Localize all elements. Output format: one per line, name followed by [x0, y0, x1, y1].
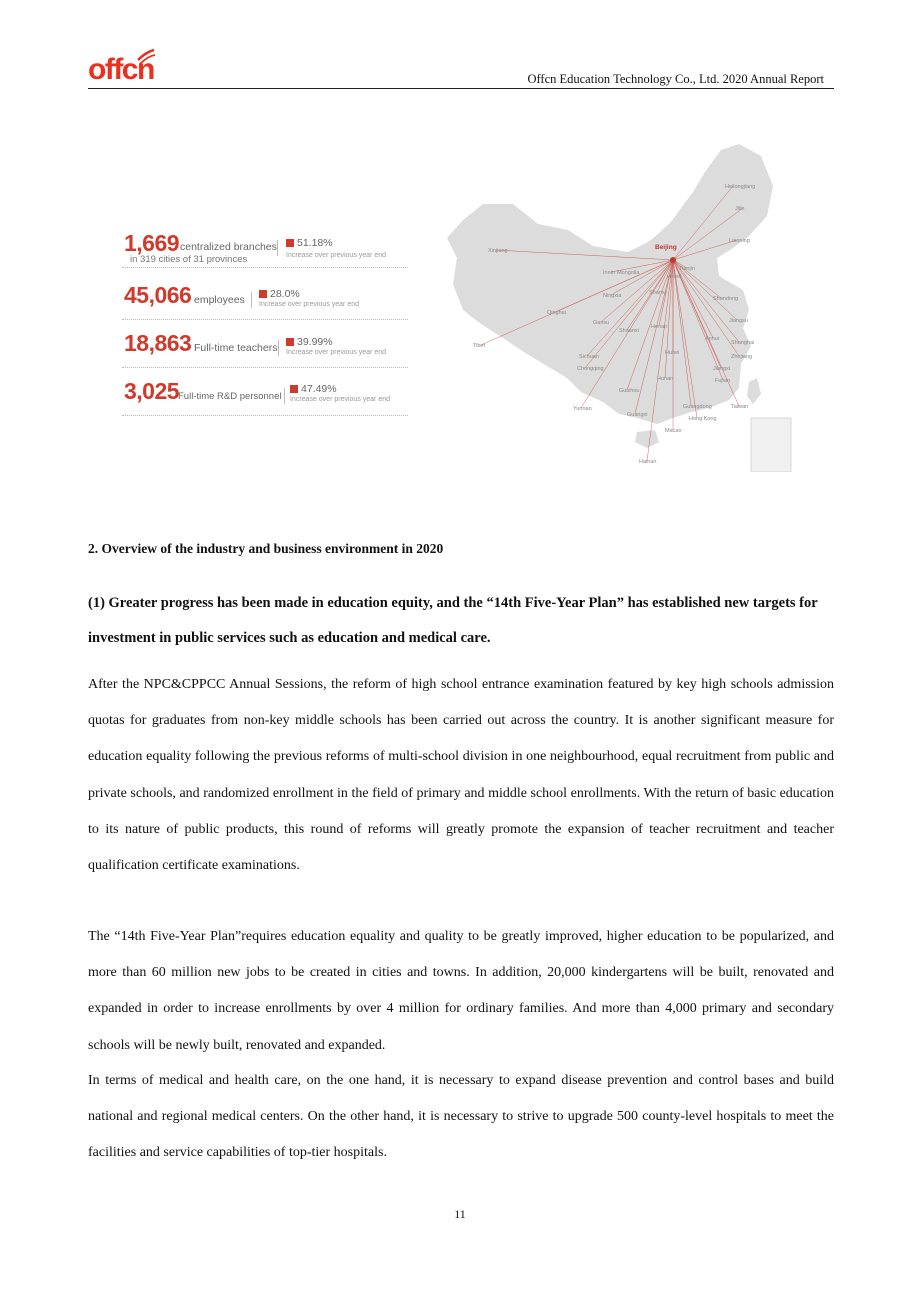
beijing-hub-marker	[670, 257, 676, 263]
region-label: Shanghai	[731, 340, 755, 346]
increase-arrow-icon	[286, 338, 294, 346]
taiwan-island	[747, 378, 761, 404]
region-label: Yunnan	[573, 406, 592, 412]
stat-increase: 28.0%	[259, 288, 300, 300]
section-heading: 2. Overview of the industry and business environment in 2020	[88, 541, 444, 556]
dotted-divider	[122, 415, 408, 416]
region-label: Fujian	[715, 378, 730, 384]
region-label: Shaanxi	[619, 328, 639, 334]
region-label: Guizhou	[619, 388, 640, 394]
region-label: Tibet	[473, 343, 486, 349]
region-label: Qinghai	[547, 310, 566, 316]
stat-number: 3,025	[124, 378, 180, 404]
region-label: Shandong	[713, 296, 739, 302]
stat-note: Increase over previous year end	[259, 301, 359, 308]
region-label: Anhui	[705, 336, 720, 342]
region-label: Liaoning	[729, 238, 750, 244]
dotted-divider	[122, 319, 408, 320]
region-label: Guangxi	[627, 412, 648, 418]
subsection-heading: (1) Greater progress has been made in education equity, and the “14th Five-Year Plan” has established new targets for investment in public services such as education and medical care.	[88, 595, 818, 646]
stat-separator	[251, 292, 252, 308]
region-label: Jilin	[735, 206, 745, 212]
stat-teachers	[118, 328, 408, 368]
dotted-divider	[122, 267, 408, 268]
region-label: Xinjiang	[488, 248, 508, 254]
stat-sublabel: in 319 cities of 31 provinces	[130, 254, 248, 265]
stat-increase: 39.99%	[286, 336, 333, 348]
hainan-island	[635, 430, 659, 448]
paragraph-3: In terms of medical and health care, on the one hand, it is necessary to expand disease prevention and control bases and build national and regional medical centers. On the other hand, it is necessary to strive to upgrade 500 county-level hospitals to meet the facilities and service capabilities of top-tier hospitals.	[88, 1073, 834, 1161]
paragraph-2: The “14th Five-Year Plan”requires education equality and quality to be greatly improved, higher education to be popularized, and more than 60 million new jobs to be created in cities and towns. In addition, 20,000 kindergartens will be built, renovated and expanded in order to increase enrollments by over 4 million for ordinary families. And more than 4,000 primary and secondary schools will be newly built, renovated and expanded.	[88, 929, 834, 1053]
region-label: Heilongjiang	[725, 184, 756, 190]
stat-employees	[118, 280, 408, 320]
region-label: Gansu	[593, 320, 610, 326]
stat-number: 18,863	[124, 330, 192, 356]
region-label: Guangdong	[683, 404, 712, 410]
beijing-label: Beijing	[655, 244, 677, 251]
stat-separator	[284, 388, 285, 404]
region-label: Jiangxi	[713, 366, 731, 372]
south-china-sea-inset	[751, 418, 791, 472]
stat-number: 45,066	[124, 282, 192, 308]
region-label: Shanxi	[649, 290, 666, 296]
china-branch-map	[443, 142, 803, 472]
stat-increase: 51.18%	[286, 237, 333, 249]
stat-increase: 47.49%	[290, 383, 337, 395]
stat-label: employees	[194, 294, 245, 306]
region-label: Inner Mongolia	[603, 270, 640, 276]
region-label: Hong Kong	[689, 416, 717, 422]
region-label: Taiwan	[731, 404, 749, 410]
stat-note: Increase over previous year end	[286, 349, 386, 356]
report-title: Offcn Education Technology Co., Ltd. 2020 Annual Report	[527, 72, 824, 86]
stat-note: Increase over previous year end	[290, 396, 390, 403]
region-label: Sichuan	[579, 354, 599, 360]
region-label: Ningxia	[603, 293, 622, 299]
region-label: Hunan	[657, 376, 674, 382]
region-label: Hebei	[667, 274, 682, 280]
region-label: Jiangsu	[729, 318, 748, 324]
stat-separator	[277, 240, 278, 256]
increase-arrow-icon	[290, 385, 298, 393]
region-label: Macao	[665, 428, 682, 434]
stat-note: Increase over previous year end	[286, 252, 386, 259]
stat-separator	[278, 340, 279, 356]
increase-arrow-icon	[286, 239, 294, 247]
offcn-logo	[88, 48, 158, 84]
region-label: Chongqing	[577, 366, 604, 372]
region-label: Hubei	[665, 350, 680, 356]
region-label: Hainan	[639, 459, 657, 465]
svg-text:offcn: offcn	[88, 53, 154, 84]
paragraph-1: After the NPC&CPPCC Annual Sessions, the reform of high school entrance examination featured by key high schools admission quotas for graduates from non-key middle schools has been carried out across the country. It is another significant measure for education equality following the previous reforms of multi-school division in one neighbourhood, equal recruitment from public and private schools, and randomized enrollment in the field of primary and middle school enrollments. With the return of basic education to its nature of public products, this round of reforms will greatly promote the expansion of teacher recruitment and teacher qualification certificate examinations.	[88, 677, 834, 874]
stat-label: Full-time teachers	[194, 342, 278, 354]
stat-branches	[118, 228, 408, 268]
page-number: 11	[454, 1207, 466, 1221]
region-label: Henan	[651, 324, 668, 330]
infographic	[118, 142, 798, 472]
increase-arrow-icon	[259, 290, 267, 298]
header-divider	[88, 88, 834, 89]
stat-number: 1,669	[124, 230, 180, 256]
stat-rnd	[118, 376, 408, 416]
region-label: Tianjin	[679, 266, 695, 272]
stat-label: centralized branches	[180, 241, 277, 253]
region-label: Zhejiang	[731, 354, 753, 360]
dotted-divider	[122, 367, 408, 368]
stat-label: Full-time R&D personnel	[178, 391, 282, 402]
